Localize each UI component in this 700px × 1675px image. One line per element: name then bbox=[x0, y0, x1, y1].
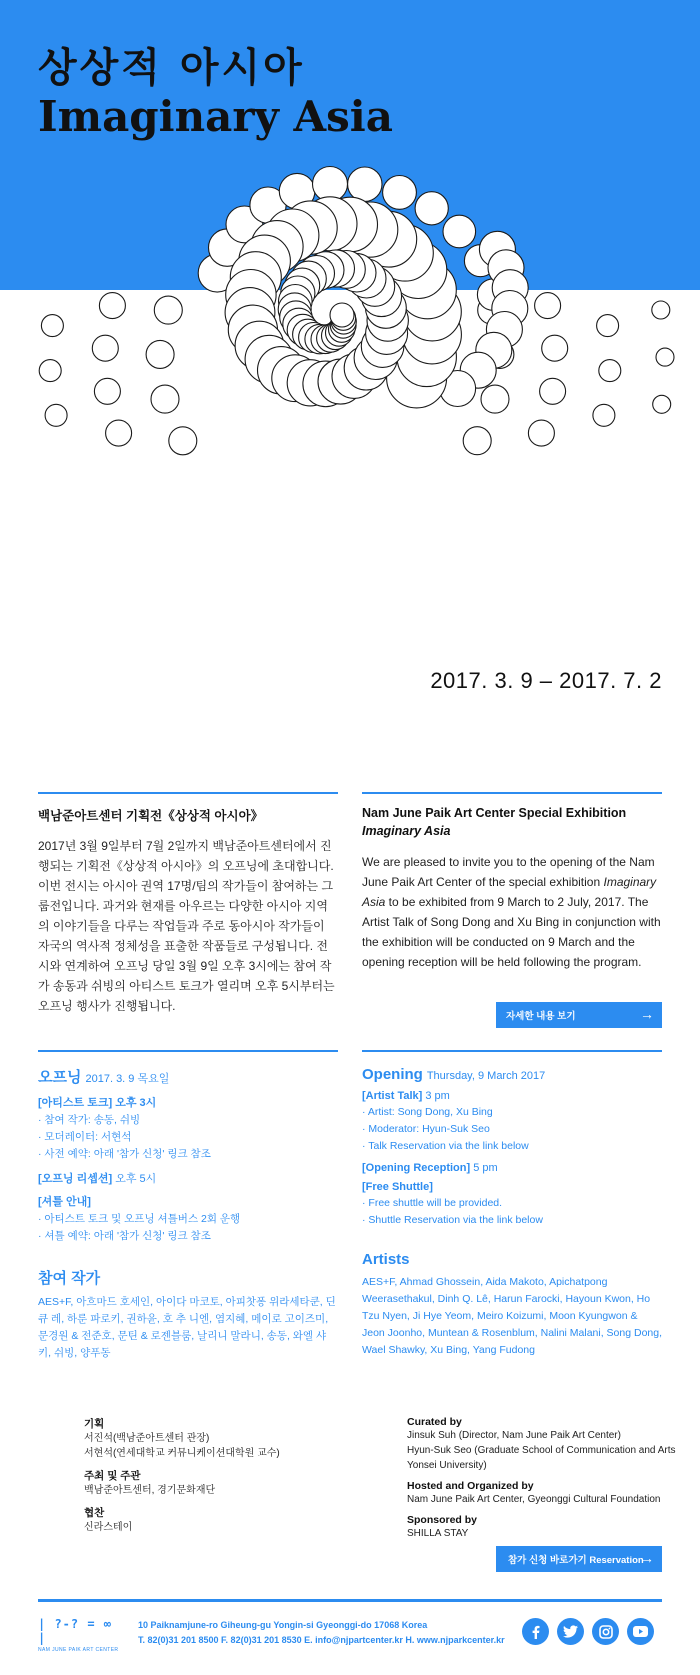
opening-ko-title bbox=[38, 1066, 338, 1087]
sponsor-ko-heading: 협찬 bbox=[84, 1507, 105, 1519]
footer-address: 10 Paiknamjune-ro Giheung-gu Yongin-si Gyeonggi-do 17068 Korea bbox=[138, 1620, 428, 1630]
artist-talk-en-label bbox=[362, 1090, 662, 1102]
divider bbox=[38, 1050, 338, 1052]
artists-en-title: Artists bbox=[362, 1251, 410, 1268]
pattern-circle bbox=[443, 215, 476, 248]
artist-talk-en-label-text: [Artist Talk] bbox=[362, 1090, 423, 1102]
intro-ko-body: 2017년 3월 9일부터 7월 2일까지 백남준아트센터에서 진행되는 기획전《상상적 아시아》의 오프닝에 초대합니다. 이번 전시는 아시아 권역 17명/팀의 작가들이 참여하는 그룹전입니다. 과거와 현재를 아우르는 다양한 아시아 지역의 이야기들을 다루는 작업들과 주로 동아시아 작가들이 자국의 역사적 정체성을 표출한 작품들로 구성됩니다. 전시와 연계하여 오프닝 당일 3월 9일 오후 3시에는 참여 작가 송동과 쉬빙의 아티스트 토크가 열리며 오후 5시부터는 오프닝 행사가 진행됩니다. bbox=[38, 839, 335, 1013]
twitter-glyph bbox=[563, 1625, 578, 1638]
curator-ko: 서진석(백남준아트센터 관장) bbox=[84, 1433, 210, 1444]
sponsor-en-heading: Sponsored by bbox=[407, 1514, 478, 1526]
list-item: · 사전 예약: 아래 '참가 신청' 링크 참조 bbox=[38, 1148, 211, 1160]
pattern-circle bbox=[169, 427, 197, 455]
list-item: · 아티스트 토크 및 오프닝 셔틀버스 2회 운행 bbox=[38, 1213, 241, 1225]
artists-ko-title: 참여 작가 bbox=[38, 1270, 101, 1287]
opening-en-title-text: Opening bbox=[362, 1066, 423, 1083]
reception-en-time: 5 pm bbox=[470, 1162, 498, 1174]
footer-divider bbox=[38, 1599, 662, 1602]
hosted-en: Nam June Paik Art Center, Gyeonggi Cultural Foundation bbox=[407, 1494, 661, 1505]
shuttle-ko-label: [셔틀 안내] bbox=[38, 1196, 91, 1208]
pattern-circle bbox=[597, 315, 619, 337]
divider bbox=[362, 792, 662, 794]
pattern-circle bbox=[652, 301, 670, 319]
reception-en-label bbox=[362, 1162, 662, 1174]
pattern-circle bbox=[106, 420, 132, 446]
pattern-circle bbox=[593, 404, 615, 426]
intro-korean bbox=[38, 792, 338, 1016]
pattern-circle bbox=[415, 192, 448, 225]
reception-en-label-text: [Opening Reception] bbox=[362, 1162, 471, 1174]
reception-ko-label-text: [오프닝 리셉션] bbox=[38, 1173, 113, 1185]
pattern-circle bbox=[540, 378, 566, 404]
reservation-button-label: 참가 신청 바로가기 Reservation bbox=[508, 1555, 644, 1566]
list-item: · Shuttle Reservation via the link below bbox=[362, 1214, 543, 1226]
curator-ko: 서현석(연세대학교 커뮤니케이션대학원 교수) bbox=[84, 1448, 280, 1459]
artist-talk-en-time: 3 pm bbox=[422, 1090, 450, 1102]
instagram-icon[interactable] bbox=[592, 1618, 619, 1645]
twitter-icon[interactable] bbox=[557, 1618, 584, 1645]
footer-phone-email: T. 82(0)31 201 8500 F. 82(0)31 201 8530 E. info@njpartcenter.kr H. www.njparkcenter.kr bbox=[138, 1635, 505, 1645]
pattern-circle bbox=[41, 315, 63, 337]
opening-english bbox=[362, 1050, 662, 1359]
hosted-ko-heading: 주최 및 주관 bbox=[84, 1470, 141, 1482]
logo-mark: | ?-? = ∞ | bbox=[38, 1617, 113, 1645]
pattern-circle bbox=[599, 360, 621, 382]
youtube-glyph bbox=[633, 1626, 648, 1637]
footer-contact bbox=[138, 1618, 505, 1648]
list-item: · 셔틀 예약: 아래 '참가 신청' 링크 참조 bbox=[38, 1230, 211, 1242]
intro-ko-heading: 백남준아트센터 기획전《상상적 아시아》 bbox=[38, 809, 264, 823]
intro-en-subheading: Imaginary Asia bbox=[362, 824, 451, 838]
pattern-circle bbox=[99, 293, 125, 319]
artists-en-list: AES+F, Ahmad Ghossein, Aida Makoto, Apichatpong Weerasethakul, Dinh Q. Lê, Harun Farocki, Hayoun Kwon, Ho Tzu Nyen, Ji Hye Yeom, Meiro Koizumi, Moon Kyungwon & Jeon Joonho, Muntean & Rosenblum, Nalini Malani, Song Dong, Wael Shawky, Xu Bing, Yang Fudong bbox=[362, 1276, 663, 1356]
pattern-circle bbox=[92, 335, 118, 361]
divider bbox=[38, 792, 338, 794]
facebook-icon[interactable] bbox=[522, 1618, 549, 1645]
pattern-circle bbox=[151, 385, 179, 413]
list-item: · Moderator: Hyun-Suk Seo bbox=[362, 1123, 490, 1135]
intro-en-body-part: to be exhibited from 9 March to 2 July, 2017. The Artist Talk of Song Dong and Xu Bing in conjunction with the exhibition will be conducted on 9 March and the opening reception will be held following the program. bbox=[362, 895, 661, 969]
details-button[interactable] bbox=[496, 1002, 662, 1028]
list-item: · Artist: Song Dong, Xu Bing bbox=[362, 1106, 493, 1118]
pattern-circle bbox=[383, 176, 417, 210]
artist-talk-ko-label: [아티스트 토크] 오후 3시 bbox=[38, 1097, 157, 1109]
pattern-circle bbox=[535, 293, 561, 319]
credits-korean bbox=[84, 1416, 364, 1535]
reservation-button[interactable] bbox=[496, 1546, 662, 1572]
intro-en-body-italic: Imaginary Asia bbox=[362, 875, 657, 909]
artists-ko-list: AES+F, 아흐마드 호세인, 아이다 마코토, 아피찻퐁 위라세타쿤, 딘 큐 레, 하룬 파로키, 권하윤, 호 추 니엔, 염지혜, 메이로 고이즈미, 문경원 & 전준호, 문틴 & 로젠블룸, 날리니 말라니, 송동, 와엘 샤키, 쉬빙, 양푸동 bbox=[38, 1296, 336, 1359]
details-button-label: 자세한 내용 보기 bbox=[506, 1011, 576, 1022]
opening-en-title bbox=[362, 1066, 662, 1083]
facebook-glyph bbox=[529, 1625, 543, 1639]
intro-english bbox=[362, 792, 662, 1032]
intro-en-body-part: We are pleased to invite you to the opening of the Nam June Paik Art Center of the special exhibition bbox=[362, 855, 655, 889]
pattern-circle bbox=[146, 340, 174, 368]
pattern-circle bbox=[330, 303, 354, 327]
reception-ko-label bbox=[38, 1170, 338, 1186]
arrow-right-icon: → bbox=[640, 1550, 654, 1566]
pattern-circle bbox=[348, 167, 382, 201]
pattern-circle bbox=[653, 395, 671, 413]
arrow-right-icon: → bbox=[640, 1006, 654, 1022]
list-item: · Talk Reservation via the link below bbox=[362, 1140, 529, 1152]
pattern-circle bbox=[45, 404, 67, 426]
pattern-circle bbox=[94, 378, 120, 404]
curator-en: Jinsuk Suh (Director, Nam June Paik Art Center) bbox=[407, 1430, 621, 1441]
intro-en-body bbox=[362, 852, 662, 972]
hero-banner bbox=[0, 0, 700, 760]
opening-en-date: Thursday, 9 March 2017 bbox=[426, 1070, 546, 1082]
list-item: · Free shuttle will be provided. bbox=[362, 1197, 503, 1209]
pattern-circle bbox=[542, 335, 568, 361]
opening-ko-title-text: 오프닝 bbox=[38, 1069, 82, 1086]
njp-logo[interactable] bbox=[38, 1617, 128, 1653]
instagram-glyph bbox=[599, 1625, 613, 1639]
hosted-en-heading: Hosted and Organized by bbox=[407, 1480, 534, 1492]
opening-korean bbox=[38, 1050, 338, 1362]
pattern-circle bbox=[154, 296, 182, 324]
curated-en-heading: Curated by bbox=[407, 1416, 462, 1428]
sponsor-en: SHILLA STAY bbox=[407, 1528, 469, 1539]
reception-ko-time: 오후 5시 bbox=[112, 1173, 157, 1185]
title-english: Imaginary Asia bbox=[38, 92, 393, 141]
exhibition-dates: 2017. 3. 9 – 2017. 7. 2 bbox=[430, 668, 662, 693]
pattern-circle bbox=[481, 385, 509, 413]
intro-en-heading: Nam June Paik Art Center Special Exhibition bbox=[362, 806, 627, 820]
pattern-circle bbox=[313, 167, 348, 202]
sponsor-ko: 신라스테이 bbox=[84, 1522, 133, 1533]
pattern-circle bbox=[39, 360, 61, 382]
shuttle-en-label: [Free Shuttle] bbox=[362, 1181, 433, 1193]
pattern-circle bbox=[528, 420, 554, 446]
credits-english bbox=[407, 1416, 677, 1541]
opening-ko-date: 2017. 3. 9 목요일 bbox=[85, 1073, 170, 1085]
logo-wordmark: NAM JUNE PAIK ART CENTER bbox=[38, 1647, 119, 1653]
divider bbox=[362, 1050, 662, 1052]
list-item: · 모더레이터: 서현석 bbox=[38, 1131, 132, 1143]
pattern-circle bbox=[463, 427, 491, 455]
pattern-circle bbox=[656, 348, 674, 366]
curated-ko-heading: 기획 bbox=[84, 1418, 105, 1430]
list-item: · 참여 작가: 송동, 쉬빙 bbox=[38, 1114, 141, 1126]
curator-en: Hyun-Suk Seo (Graduate School of Communication and Arts Yonsei University) bbox=[407, 1445, 676, 1471]
youtube-icon[interactable] bbox=[627, 1618, 654, 1645]
title-korean: 상상적 아시아 bbox=[38, 45, 305, 91]
hosted-ko: 백남준아트센터, 경기문화재단 bbox=[84, 1485, 216, 1496]
